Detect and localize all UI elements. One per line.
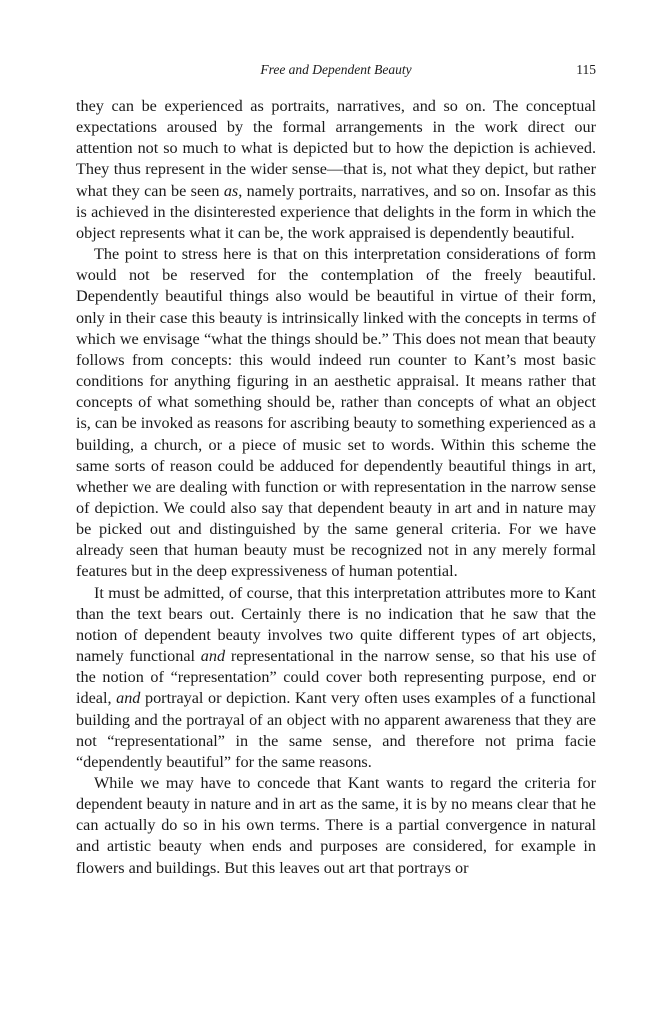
italic-text: as [223, 181, 239, 200]
paragraph-text: It must be admitted, of course, that this interpretation attributes more to Kant than the text bears out. Certainly there is no indication that he saw that the notion of dependent beauty involves two quite different types of art objects, namely functional [76, 583, 596, 666]
paragraph-text: , namely portraits, narratives, and so on. Insofar as this is achieved in the disinterested experience that delights in the form in which the object represents what it can be, the work appraised is dependently beautiful. [76, 181, 597, 242]
paragraph-text: they can be experienced as portraits, narratives, and so on. The conceptual expectations aroused by the formal arrangements in the work direct our attention not so much to what is depicted but to how the depiction is achieved. They thus represent in the wider sense—that is, not what they depict, but rather what they can be seen [76, 97, 596, 200]
running-title: Free and Dependent Beauty [260, 62, 412, 77]
body-text [76, 96, 596, 879]
paragraph [76, 583, 596, 773]
paragraph [76, 773, 596, 879]
italic-text: and [116, 689, 141, 708]
paragraph [76, 244, 596, 583]
paragraph-text: While we may have to concede that Kant wants to regard the criteria for dependent beauty in nature and in art as the same, it is by no means clear that he can actually do so in his own terms. There is a partial convergence in natural and artistic beauty when ends and purposes are considered, for example in flowers and buildings. But this leaves out art that portrays or [76, 774, 596, 877]
page-number: 115 [576, 62, 596, 77]
italic-text: and [200, 647, 226, 666]
running-head [76, 62, 596, 82]
paragraph [76, 96, 596, 244]
paragraph-text: representational in the narrow sense, so that his use of the notion of “representation” could cover both representing purpose, end or ideal, [76, 647, 596, 708]
paragraph-text: The point to stress here is that on this interpretation considerations of form would not be reserved for the contemplation of the freely beautiful. Dependently beautiful things also would be beautiful in virtue of their form, only in their case this beauty is intrinsically linked with the concepts in terms of which we envisage “what the things should be.” This does not mean that beauty follows from concepts: this would indeed run counter to Kant’s most basic conditions for anything figuring in an aesthetic appraisal. It means rather that concepts of what something should be, rather than concepts of what an object is, can be invoked as reasons for ascribing beauty to something experienced as a building, a church, or a piece of music set to words. Within this scheme the same sorts of reason could be adduced for dependently beautiful things in art, whether we are dealing with function or with representation in the narrow sense of depiction. We could also say that dependent beauty in art and in nature may be picked out and distinguished by the same general criteria. For we have already seen that human beauty must be recognized not in any merely formal features but in the deep expressiveness of human potential. [76, 245, 596, 581]
paragraph-text: portrayal or depiction. Kant very often uses examples of a functional building and the portrayal of an object with no apparent awareness that they are not “representational” in the same sense, and therefore not prima facie “dependently beautiful” for the same reasons. [76, 689, 596, 771]
